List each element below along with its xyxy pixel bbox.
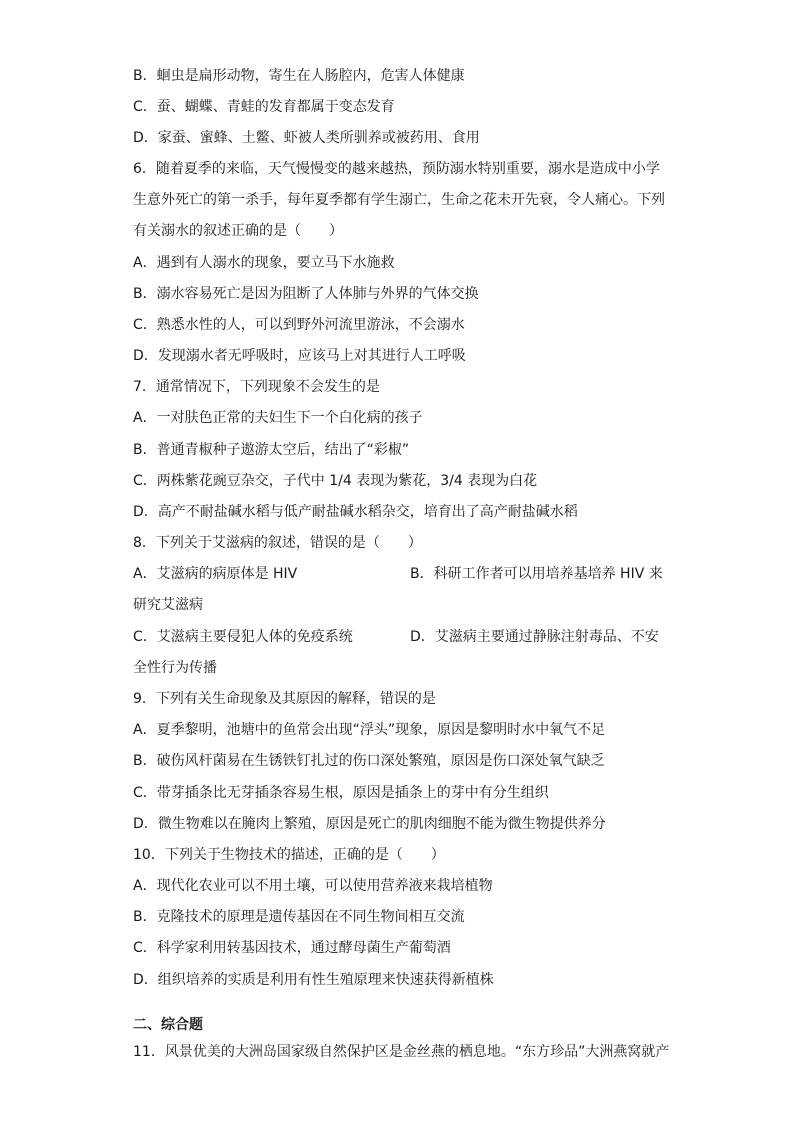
q10-option-a: A．现代化农业可以不用土壤，可以使用营养液来栽培植物 bbox=[133, 878, 493, 894]
q5-option-c: C．蚕、蝴蝶、青蛙的发育都属于变态发育 bbox=[133, 99, 395, 115]
q7-stem: 7．通常情况下，下列现象不会发生的是 bbox=[133, 379, 380, 395]
q6-option-a: A．遇到有人溺水的现象，要立马下水施救 bbox=[133, 255, 395, 271]
q7-option-b: B．普通青椒种子遨游太空后，结出了“彩椒” bbox=[133, 442, 410, 458]
q7-option-d: D．高产不耐盐碱水稻与低产耐盐碱水稻杂交，培育出了高产耐盐碱水稻 bbox=[133, 504, 578, 520]
q10-option-d: D．组织培养的实质是利用有性生殖原理来快速获得新植株 bbox=[133, 972, 494, 988]
q5-option-d: D．家蚕、蜜蜂、土鳖、虾被人类所驯养或被药用、食用 bbox=[133, 130, 480, 146]
q11-stem-line1: 11．风景优美的大洲岛国家级自然保护区是金丝燕的栖息地。“东方珍品”大洲燕窝就产 bbox=[133, 1044, 670, 1060]
q6-option-c: C．熟悉水性的人，可以到野外河流里游泳，不会溺水 bbox=[133, 317, 465, 333]
q6-option-b: B．溺水容易死亡是因为阻断了人体肺与外界的气体交换 bbox=[133, 286, 479, 302]
q8-option-b-line1: B．科研工作者可以用培养基培养 HIV 来 bbox=[410, 566, 663, 582]
q8-stem: 8．下列关于艾滋病的叙述，错误的是（ ） bbox=[133, 535, 422, 551]
q8-option-b-line2: 研究艾滋病 bbox=[133, 597, 203, 613]
q6-stem-line1: 6．随着夏季的来临，天气慢慢变的越来越热，预防溺水特别重要，溺水是造成中小学 bbox=[133, 161, 660, 177]
q8-option-d-line1: D．艾滋病主要通过静脉注射毒品、不安 bbox=[410, 629, 659, 645]
q9-option-d: D．微生物难以在腌肉上繁殖，原因是死亡的肌肉细胞不能为微生物提供养分 bbox=[133, 816, 606, 832]
q8-option-d-line2: 全性行为传播 bbox=[133, 660, 217, 676]
q9-stem: 9．下列有关生命现象及其原因的解释，错误的是 bbox=[133, 691, 436, 707]
q10-option-b: B．克隆技术的原理是遗传基因在不同生物间相互交流 bbox=[133, 909, 465, 925]
q10-option-c: C．科学家利用转基因技术，通过酵母菌生产葡萄酒 bbox=[133, 940, 451, 956]
q10-stem: 10．下列关于生物技术的描述，正确的是（ ） bbox=[133, 847, 445, 863]
q9-option-c: C．带芽插条比无芽插条容易生根，原因是插条上的芽中有分生组织 bbox=[133, 785, 549, 801]
q5-option-b: B．蛔虫是扁形动物，寄生在人肠腔内，危害人体健康 bbox=[133, 68, 465, 84]
q6-stem-line2: 生意外死亡的第一杀手，每年夏季都有学生溺亡，生命之花未开先衰，令人痛心。下列 bbox=[133, 192, 665, 208]
section-title: 二、综合题 bbox=[133, 1017, 203, 1033]
q7-option-c: C．两株紫花豌豆杂交，子代中 1/4 表现为紫花，3/4 表现为白花 bbox=[133, 473, 538, 489]
q8-option-c: C．艾滋病主要侵犯人体的免疫系统 bbox=[133, 629, 353, 645]
q7-option-a: A．一对肤色正常的夫妇生下一个白化病的孩子 bbox=[133, 410, 423, 426]
q9-option-a: A．夏季黎明，池塘中的鱼常会出现“浮头”现象，原因是黎明时水中氧气不足 bbox=[133, 722, 606, 738]
q6-option-d: D．发现溺水者无呼吸时，应该马上对其进行人工呼吸 bbox=[133, 348, 466, 364]
q6-stem-line3: 有关溺水的叙述正确的是（ ） bbox=[133, 223, 343, 239]
q8-option-a: A．艾滋病的病原体是 HIV bbox=[133, 566, 298, 582]
q9-option-b: B．破伤风杆菌易在生锈铁钉扎过的伤口深处繁殖，原因是伤口深处氧气缺乏 bbox=[133, 753, 605, 769]
